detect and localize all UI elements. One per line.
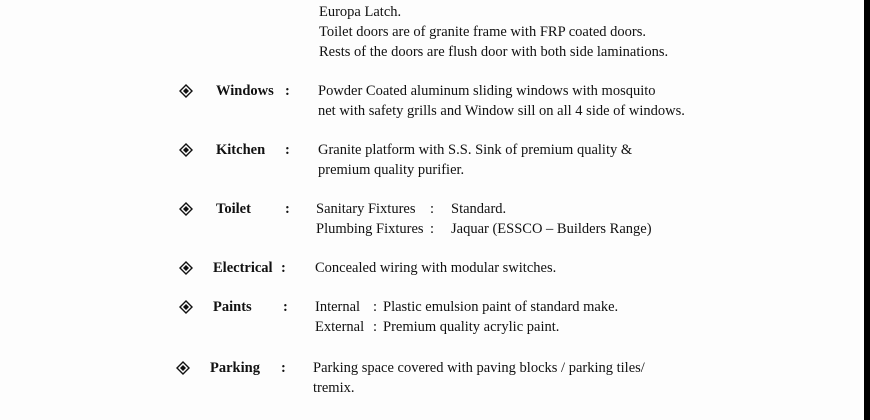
spec-colon: :	[285, 83, 290, 99]
spec-pair-value: Plastic emulsion paint of standard make.	[383, 299, 619, 315]
spec-pair-key: Plumbing Fixtures	[316, 221, 424, 237]
spec-text: tremix.	[313, 380, 355, 396]
spec-colon: :	[285, 201, 290, 217]
spec-label-paints: Paints	[213, 299, 252, 315]
page-edge-shadow	[864, 0, 870, 420]
spec-pair-sep: :	[373, 319, 378, 335]
spec-text: premium quality purifier.	[318, 162, 465, 178]
diamond-bullet-icon	[179, 202, 193, 216]
spec-pair-key: Internal	[315, 299, 361, 315]
spec-pair-value: Premium quality acrylic paint.	[383, 319, 560, 335]
spec-pair-key: External	[315, 319, 365, 335]
spec-text: Parking space covered with paving blocks / parking tiles/	[313, 360, 645, 376]
spec-text: net with safety grills and Window sill on all 4 side of windows.	[318, 103, 685, 119]
spec-text: Concealed wiring with modular switches.	[315, 260, 557, 276]
diamond-bullet-icon	[179, 300, 193, 314]
spec-pair-sep: :	[430, 221, 435, 237]
spec-label-electrical: Electrical	[213, 260, 273, 276]
spec-pair-sep: :	[373, 299, 378, 315]
spec-colon: :	[283, 299, 288, 315]
spec-label-windows: Windows	[216, 83, 274, 99]
spec-colon: :	[285, 142, 290, 158]
diamond-bullet-icon	[179, 143, 193, 157]
spec-label-parking: Parking	[210, 360, 260, 376]
spec-label-kitchen: Kitchen	[216, 142, 266, 158]
spec-colon: :	[281, 360, 286, 376]
spec-text: Granite platform with S.S. Sink of premium quality &	[318, 142, 633, 158]
spec-colon: :	[281, 260, 286, 276]
intro-line: Rests of the doors are flush door with both side laminations.	[319, 44, 669, 60]
spec-label-toilet: Toilet	[216, 201, 251, 217]
diamond-bullet-icon	[176, 361, 190, 375]
spec-pair-value: Standard.	[451, 201, 507, 217]
spec-text: Powder Coated aluminum sliding windows with mosquito	[318, 83, 656, 99]
spec-pair-key: Sanitary Fixtures	[316, 201, 416, 217]
diamond-bullet-icon	[179, 261, 193, 275]
spec-pair-sep: :	[430, 201, 435, 217]
diamond-bullet-icon	[179, 84, 193, 98]
intro-line: Toilet doors are of granite frame with FRP coated doors.	[319, 24, 647, 40]
spec-pair-value: Jaquar (ESSCO – Builders Range)	[451, 221, 652, 237]
intro-line: Europa Latch.	[319, 4, 402, 20]
